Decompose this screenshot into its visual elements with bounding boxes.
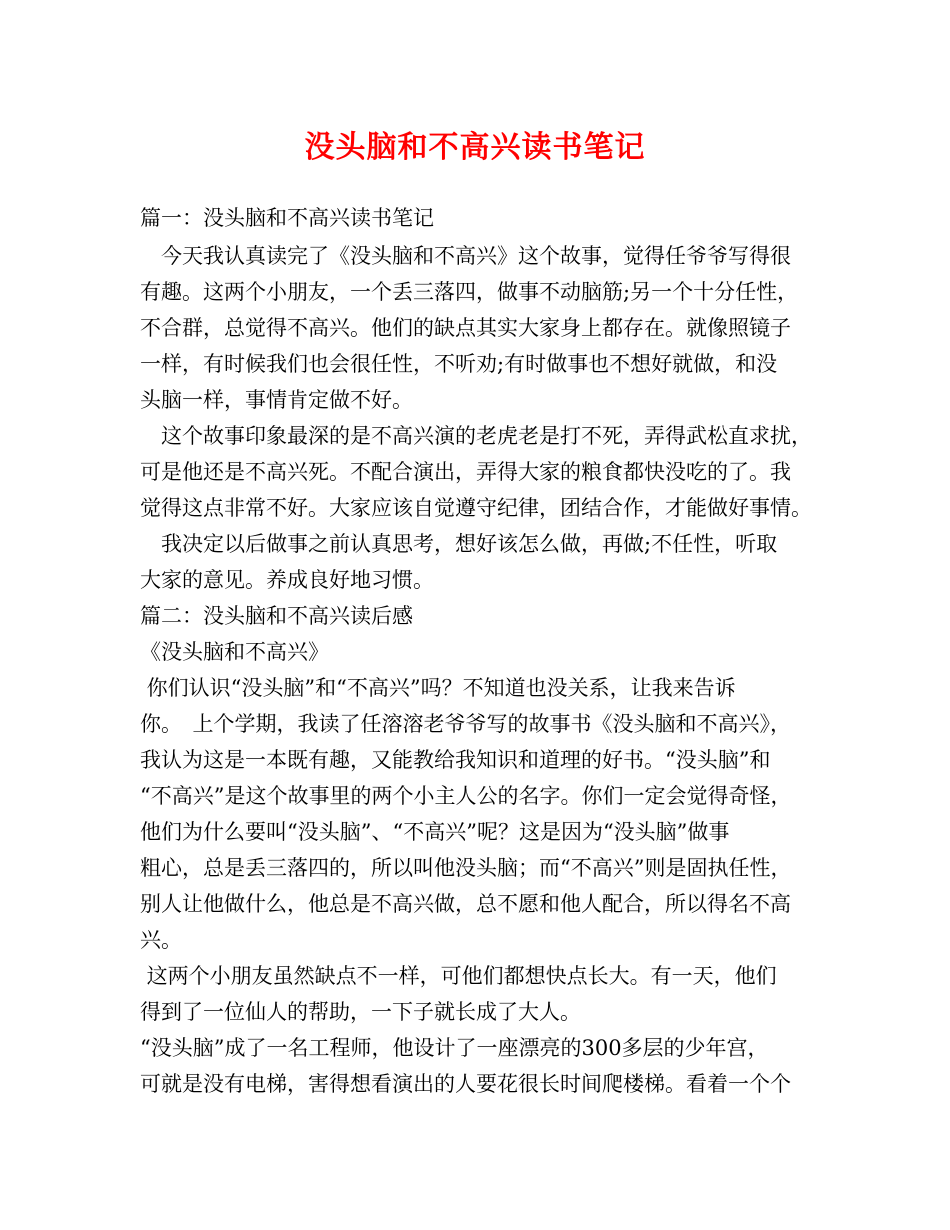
text-line: 一样，有时候我们也会很任性，不听劝;有时做事也不想好就做，和没 bbox=[140, 352, 778, 376]
text-line: 篇一：没头脑和不高兴读书笔记 bbox=[140, 206, 434, 230]
book-title-line: 《没头脑和不高兴》 bbox=[140, 640, 329, 664]
text-line: “不高兴”是这个故事里的两个小主人公的名字。你们一定会觉得奇怪， bbox=[140, 784, 792, 808]
text-line: 这个故事印象最深的是不高兴演的老虎老是打不死，弄得武松直求扰， bbox=[140, 424, 812, 448]
text-line: 这两个小朋友虽然缺点不一样，可他们都想快点长大。有一天，他们 bbox=[140, 964, 777, 988]
text-line: 我认为这是一本既有趣，又能教给我知识和道理的好书。“没头脑”和 bbox=[140, 748, 771, 772]
text-line: 大家的意见。养成良好地习惯。 bbox=[140, 568, 434, 592]
text-line: 不合群，总觉得不高兴。他们的缺点其实大家身上都存在。就像照镜子 bbox=[140, 316, 791, 340]
text-line: 你们认识“没头脑”和“不高兴”吗？不知道也没关系，让我来告诉 bbox=[140, 676, 736, 700]
text-line: “没头脑”成了一名工程师，他设计了一座漂亮的300多层的少年宫， bbox=[140, 1036, 769, 1060]
document-title: 没头脑和不高兴读书笔记 bbox=[304, 130, 646, 165]
text-line: 粗心，总是丢三落四的，所以叫他没头脑；而“不高兴”则是固执任性， bbox=[140, 856, 792, 880]
text-line: 兴。 bbox=[140, 928, 182, 952]
text-line: 头脑一样，事情肯定做不好。 bbox=[140, 388, 413, 412]
text-line: 得到了一位仙人的帮助，一下子就长成了大人。 bbox=[140, 1000, 581, 1024]
text-line: 他们为什么要叫“没头脑”、“不高兴”呢？这是因为“没头脑”做事 bbox=[140, 820, 730, 844]
text-line: 别人让他做什么，他总是不高兴做，总不愿和他人配合，所以得名不高 bbox=[140, 892, 791, 916]
text-line: 有趣。这两个小朋友，一个丢三落四，做事不动脑筋;另一个十分任性， bbox=[140, 280, 799, 304]
text-line: 可是他还是不高兴死。不配合演出，弄得大家的粮食都快没吃的了。我 bbox=[140, 460, 791, 484]
text-line: 觉得这点非常不好。大家应该自觉遵守纪律，团结合作，才能做好事情。 bbox=[140, 496, 812, 520]
text-line: 可就是没有电梯，害得想看演出的人要花很长时间爬楼梯。看着一个个 bbox=[140, 1072, 791, 1096]
text-line: 今天我认真读完了《没头脑和不高兴》这个故事，觉得任爷爷写得很 bbox=[140, 244, 791, 268]
section-heading: 篇二：没头脑和不高兴读后感 bbox=[140, 604, 413, 628]
text-line: 你。 上个学期，我读了任溶溶老爷爷写的故事书《没头脑和不高兴》， bbox=[140, 712, 791, 736]
text-line: 我决定以后做事之前认真思考，想好该怎么做，再做;不任性，听取 bbox=[140, 532, 778, 556]
